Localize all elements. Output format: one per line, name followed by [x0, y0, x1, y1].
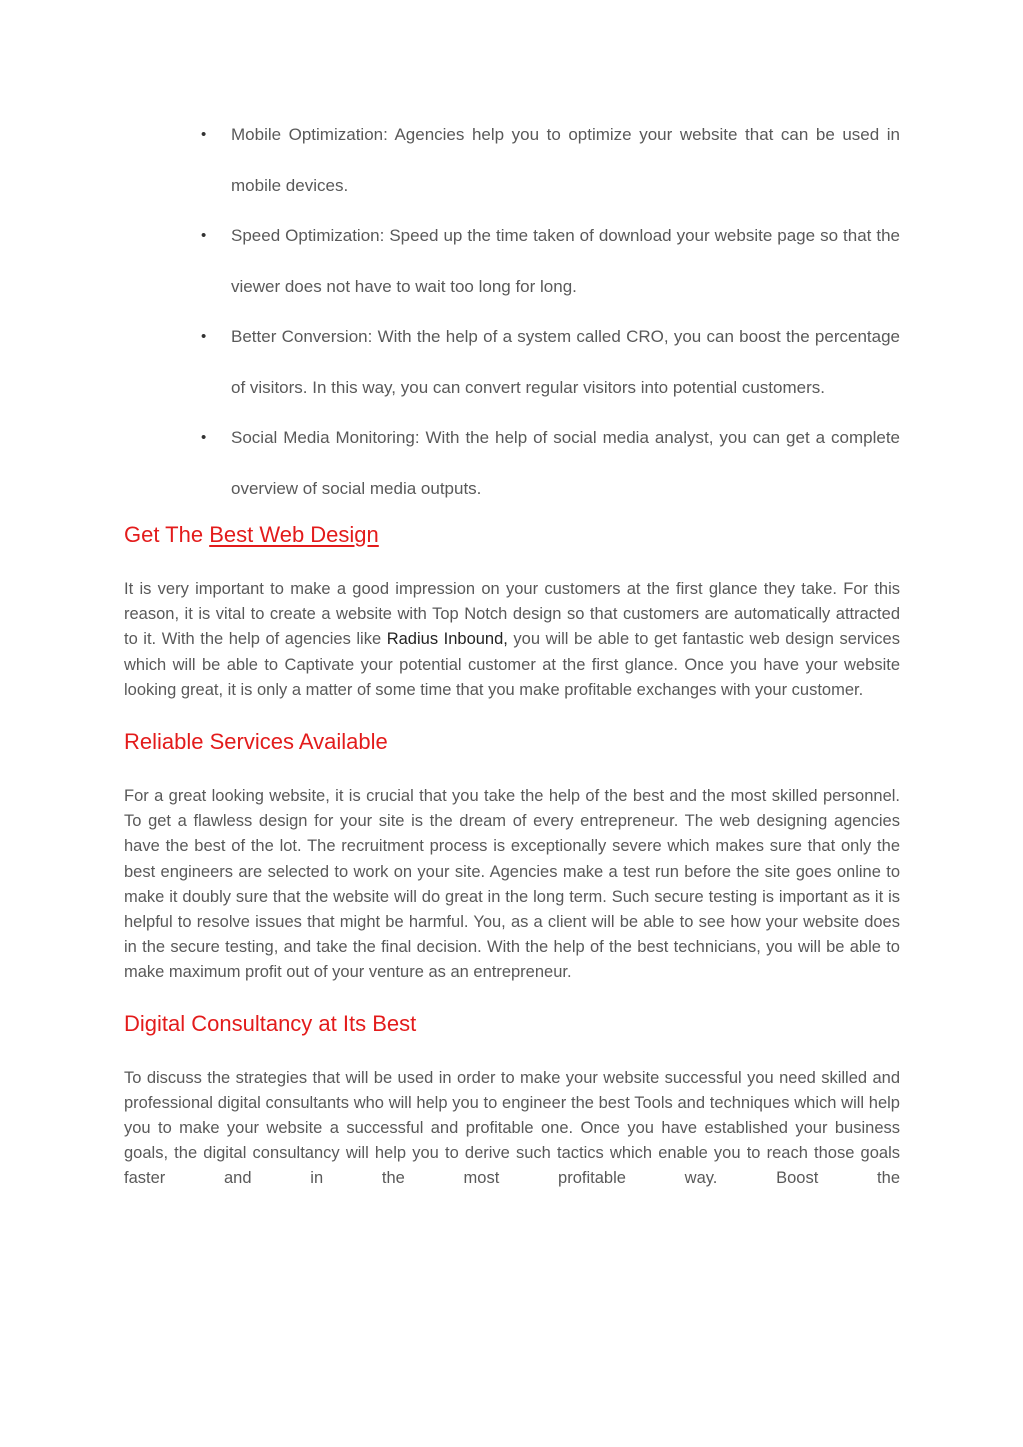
document-page — [124, 110, 900, 1192]
bullet-item-mobile-optimization — [201, 110, 900, 211]
heading-reliable-services: Reliable Services Available — [124, 729, 388, 755]
paragraph-reliable-services: For a great looking website, it is crucial that you take the help of the best and the most skilled personnel. To get a flawless design for your site is the dream of every entrepreneur. The web designing agencies have the best of the lot. The recruitment process is exceptionally severe which makes sure that only the best engineers are selected to work on your site. Agencies make a test run before the site goes online to make it doubly sure that the website will do great in the long term. Such secure testing is important as it is helpful to resolve issues that might be harmful. You, as a client will be able to see how your website does in the secure testing, and take the final decision. With the help of the best technicians, you will be able to make maximum profit out of your venture as an entrepreneur. — [124, 787, 900, 982]
bullet-item-speed-optimization — [201, 211, 900, 312]
bullet-icon: • — [201, 227, 207, 244]
heading-best-web-design — [124, 520, 900, 550]
heading-prefix: Get The — [124, 522, 210, 547]
heading-digital-consultancy: Digital Consultancy at Its Best — [124, 1010, 417, 1036]
feature-bullet-list — [124, 110, 900, 514]
brand-name-radius-inbound: Radius Inbound, — [386, 630, 508, 649]
bullet-icon: • — [201, 126, 207, 143]
paragraph-text-after: you will be able to get fantastic web design services which will be able to Captivate your potential customer at the first glance. Once you have your website looking great, it is only a matter of some time that you make profitable exchanges with your customer. — [124, 630, 900, 699]
bullet-icon: • — [201, 328, 207, 345]
best-web-design-link[interactable]: Best Web Design — [209, 522, 379, 547]
paragraph-text-before: It is very important to make a good impression on your customers at the first glance they take. For this reason, it is vital to create a website with Top Notch design so that customers are automatically attracted to it. With the help of agencies like — [124, 580, 900, 649]
bullet-icon: • — [201, 429, 207, 446]
bullet-text: Speed Optimization: Speed up the time taken of download your website page so that the viewer does not have to wait too long for long. — [231, 226, 900, 296]
bullet-text: Better Conversion: With the help of a system called CRO, you can boost the percentage of visitors. In this way, you can convert regular visitors into potential customers. — [231, 327, 900, 397]
paragraph-web-design — [124, 577, 900, 703]
bullet-item-better-conversion — [201, 312, 900, 413]
bullet-text: Mobile Optimization: Agencies help you to optimize your website that can be used in mobile devices. — [231, 125, 900, 195]
paragraph-digital-consultancy: To discuss the strategies that will be used in order to make your website successful you need skilled and professional digital consultants who will help you to engineer the best Tools and techniques which will help you to make your website a successful and profitable one. Once you have established your business goals, the digital consultancy will help you to derive such tactics which enable you to reach those goals faster and in the most profitable way. Boost the — [124, 1068, 900, 1188]
bullet-text: Social Media Monitoring: With the help of social media analyst, you can get a complete overview of social media outputs. — [231, 428, 900, 498]
bullet-item-social-media-monitoring — [201, 413, 900, 514]
